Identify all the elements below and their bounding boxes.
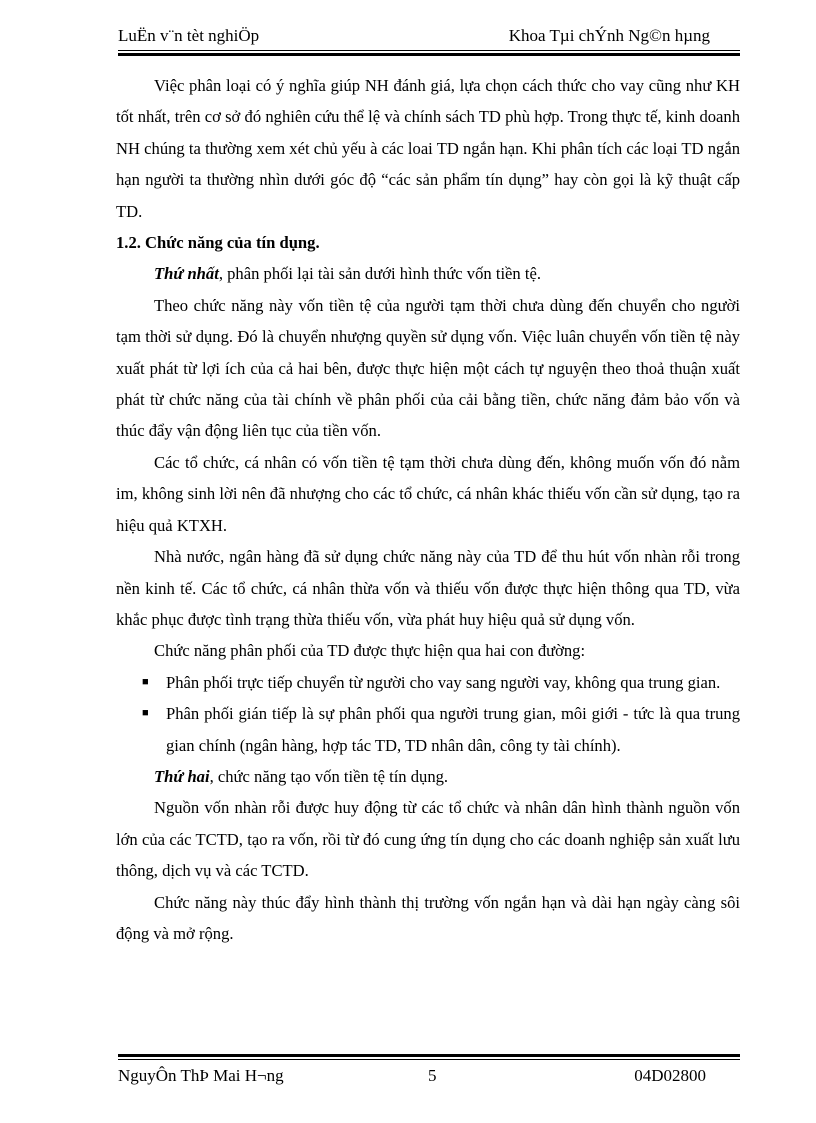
paragraph-idle-capital: Các tổ chức, cá nhân có vốn tiền tệ tạm thời chưa dùng đến, không muốn vốn đó nằm im, không sinh lời nên đã nhượng cho các tổ chức, cá nhân khác thiếu vốn cần sử dụng, tạo ra hiệu quả KTXH. [116,452,740,535]
paragraph-capital-mobilization: Nguồn vốn nhàn rỗi được huy động từ các tổ chức và nhân dân hình thành nguồn vốn lớn của các TCTD, tạo ra vốn, rồi từ đó cung ứng tín dụng cho các doanh nghiệp sản xuất lưu thông, dịch vụ và các TCTD. [116,798,740,881]
footer-page-number: 5 [428,1066,437,1085]
paragraph-classification: Việc phân loại có ý nghĩa giúp NH đánh giá, lựa chọn cách thức cho vay cũng như KH tốt nhất, trên cơ sở đó nghiên cứu thể lệ và chính sách TD phù hợp. Trong thực tế, kinh doanh NH chúng ta thường xem xét chủ yếu à các loai TD ngắn hạn. Khi phân tích các loại TD ngắn hạn người ta thường nhìn dưới góc độ “các sản phẩm tín dụng” hay còn gọi là kỹ thuật cấp TD. [116,76,740,221]
list-item [116,698,740,761]
header-thesis-title: LuËn v¨n tèt nghiÖp [118,26,260,45]
bullet-indirect-distribution: Phân phối gián tiếp là sự phân phối qua người trung gian, môi giới - tức là qua trung gian chính (ngân hàng, hợp tác TD, TD nhân dân, công ty tài chính). [166,704,740,755]
list-item [116,667,740,698]
page-header [118,24,740,50]
first-function-text: , phân phối lại tài sản dưới hình thức vốn tiền tệ. [218,264,541,284]
paragraph-first-function [116,258,740,289]
second-function-text: , chức năng tạo vốn tiền tệ tín dụng. [209,766,449,786]
page-footer [118,1066,740,1092]
paragraph-two-paths: Chức năng phân phối của TD được thực hiện qua hai con đường: [154,641,586,661]
header-faculty: Khoa Tµi chÝnh Ng©n hµng [508,26,710,45]
paragraph-market-development: Chức năng này thúc đẩy hình thành thị trường vốn ngắn hạn và dài hạn ngày càng sôi động và mở rộng. [116,892,740,943]
footer-rule-thick [118,1054,740,1057]
bullet-square-icon: ■ [142,707,149,720]
paragraph-second-function [116,761,740,792]
bullet-square-icon: ■ [142,675,149,688]
main-content [116,70,740,949]
footer-author: NguyÔn ThÞ Mai H¬ng [118,1066,284,1085]
footer-rule-thin [118,1059,740,1060]
section-heading: 1.2. Chức năng của tín dụng. [116,233,320,253]
second-function-lead: Thứ hai [154,766,210,786]
paragraph-redistribution: Theo chức năng này vốn tiền tệ của người tạm thời chưa dùng đến chuyển cho người tạm thời sử dụng. Đó là chuyển nhượng quyền sử dụng vốn. Việc luân chuyển vốn tiền tệ này xuất phát từ lợi ích của cả hai bên, được thực hiện một cách tự nguyện theo thoả thuận xuất phát từ chức năng của tài chính về phân phối của cải bằng tiền, chức năng đảm bảo vốn và thúc đẩy vận động liên tục của tiền vốn. [116,295,740,441]
bullet-direct-distribution: Phân phối trực tiếp chuyển từ người cho vay sang người vay, không qua trung gian. [166,672,721,692]
footer-student-id: 04D02800 [634,1066,706,1085]
first-function-lead: Thứ nhất [154,264,219,284]
header-rule-thin [118,50,740,51]
header-rule-thick [118,53,740,56]
paragraph-state-banks: Nhà nước, ngân hàng đã sử dụng chức năng này của TD để thu hút vốn nhàn rỗi trong nền kinh tế. Các tổ chức, cá nhân thừa vốn và thiếu vốn được thực hiện thông qua TD, vừa khắc phục được tình trạng thừa thiếu vốn, vừa phát huy hiệu quả sử dụng vốn. [116,547,740,629]
